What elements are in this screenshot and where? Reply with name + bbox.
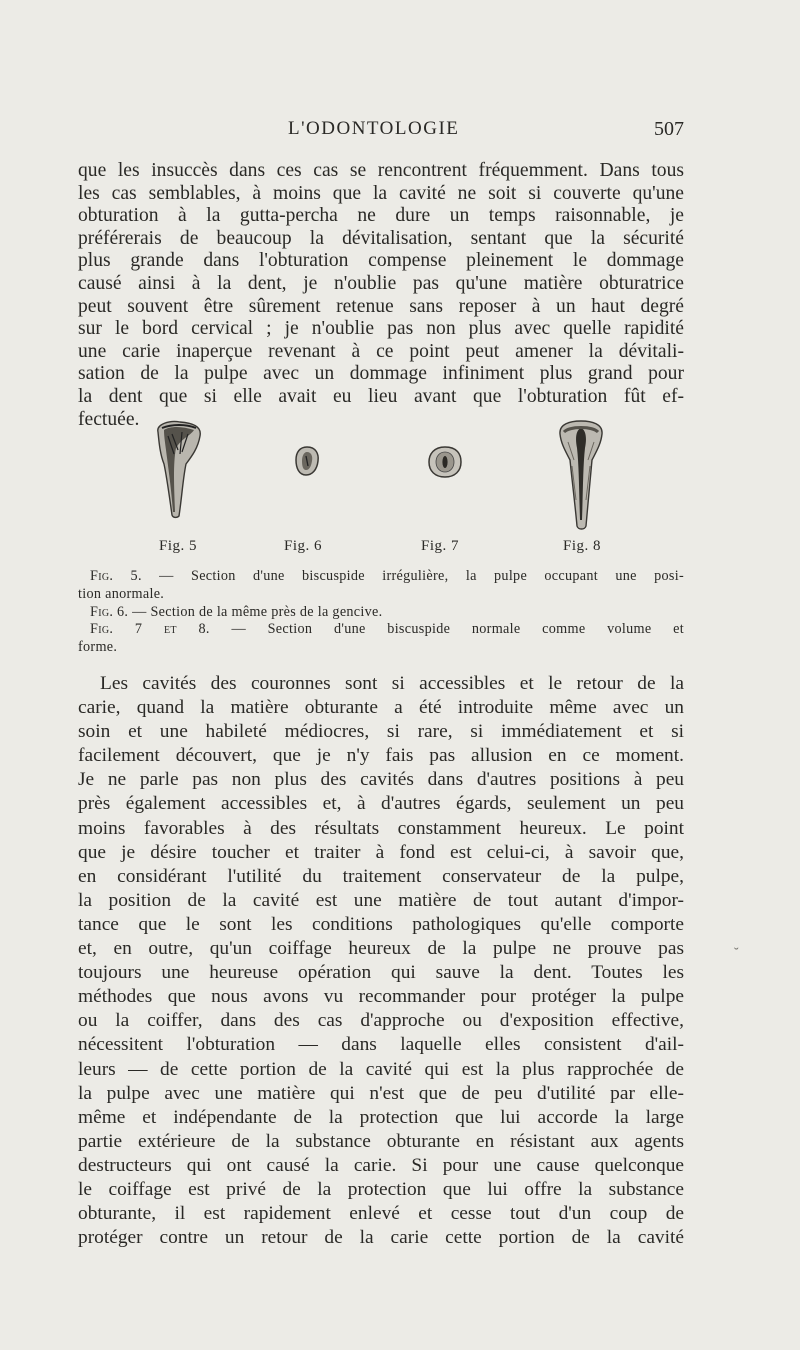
fig-5-label: Fig. 5	[158, 538, 198, 554]
text-line: partie extérieure de la substance obturante en résistant aux agents	[78, 1130, 684, 1152]
text-line: les cas semblables, à moins que la cavité ne soit si couverte qu'une	[78, 182, 684, 204]
caption-line	[78, 568, 684, 586]
text-line: peut souvent être sûrement retenue sans reposer à un haut degré	[78, 295, 684, 317]
text-line: préférerais de beaucoup la dévitalisation, sentant que la sécurité	[78, 227, 684, 249]
fig-8-tooth-drawing	[556, 420, 606, 532]
fig-5-tooth-drawing	[152, 420, 204, 520]
text-line: causé ainsi à la dent, je n'oublie pas qu'une matière obturatrice	[78, 272, 684, 294]
text-line: plus grande dans l'obturation compense pleinement le dommage	[78, 250, 684, 272]
caption-fig-ref: Fig. 6.	[90, 603, 129, 620]
text-line: même et indépendante de la protection que lui accorde la large	[78, 1106, 684, 1128]
text-line: obturante, il est rapidement enlevé et cesse tout d'un coup de	[78, 1203, 684, 1225]
caption-fig-ref: Fig. 5.	[90, 568, 142, 584]
text-line: toujours une heureuse opération qui sauve la dent. Toutes les	[78, 962, 684, 984]
text-line: une carie inaperçue revenant à ce point peut amener la dévitali-	[78, 340, 684, 362]
fig-7-label: Fig. 7	[420, 538, 460, 554]
text-line: le coiffage est privé de la protection que lui offre la substance	[78, 1178, 684, 1200]
text-line: que les insuccès dans ces cas se rencontrent fréquemment. Dans tous	[78, 160, 684, 181]
text-line: nécessitent l'obturation — dans laquelle elles consistent d'ail-	[78, 1034, 684, 1056]
text-line: en considérant l'utilité du traitement conservateur de la pulpe,	[78, 865, 684, 887]
text-line: ou la coiffer, dans des cas d'approche ou d'exposition effective,	[78, 1010, 684, 1032]
text-line: obturation à la gutta-percha ne dure un temps raisonnable, je	[78, 205, 684, 227]
page-number: 507	[654, 118, 684, 140]
text-line: la pulpe avec une matière qui n'est que de peu d'utilité par elle-	[78, 1082, 684, 1104]
caption-fig-ref: Fig. 7 et 8.	[90, 621, 210, 638]
text-line: Je ne parle pas non plus des cavités dans d'autres positions à peu	[78, 769, 684, 791]
biscuspid-irregular-section-icon	[158, 421, 200, 517]
fig-7-tooth-drawing	[428, 446, 462, 478]
text-line: facilement découvert, que je n'y fais pas allusion en ce moment.	[78, 745, 684, 767]
text-line: sation de la pulpe avec un dommage infiniment plus grand pour	[78, 363, 684, 385]
fig-6-tooth-drawing	[294, 446, 320, 476]
text-line: près également accessibles et, à d'autres égards, seulement un peu	[78, 793, 684, 815]
caption-line: tion anormale.	[78, 585, 165, 602]
text-line: méthodes que nous avons vu recommander pour protéger la pulpe	[78, 986, 684, 1008]
fig-6-label: Fig. 6	[283, 538, 323, 554]
text-line: la position de la cavité est une matière de tout autant d'impor-	[78, 889, 684, 911]
text-line: que je désire toucher et traiter à fond est celui-ci, à savoir que,	[78, 841, 684, 863]
text-line: Les cavités des couronnes sont si accessibles et le retour de la	[100, 673, 684, 694]
paragraph-1	[78, 160, 684, 431]
biscuspid-gum-section-icon	[296, 447, 318, 475]
caption-text: — Section d'une biscuspide irrégulière, la pulpe occupant une posi-	[159, 568, 684, 584]
text-line: fectuée.	[78, 408, 140, 430]
text-line: destructeurs qui ont causé la carie. Si pour une cause quelconque	[78, 1154, 684, 1176]
caption-text: — Section de la même près de la gencive.	[132, 603, 383, 620]
caption-line: forme.	[78, 639, 118, 656]
running-title: L'ODONTOLOGIE	[288, 118, 460, 139]
caption-line	[78, 604, 684, 622]
text-line: leurs — de cette portion de la cavité qui est la plus rapprochée de	[78, 1058, 684, 1080]
caption-text: — Section d'une biscuspide normale comme volume et	[231, 621, 685, 638]
biscuspid-normal-long-section-icon	[560, 421, 602, 529]
text-line: protéger contre un retour de la carie cette portion de la cavité	[78, 1227, 684, 1249]
biscuspid-normal-cross-section-icon	[429, 447, 461, 477]
paragraph-2	[78, 672, 684, 1250]
text-line: et, en outre, qu'un coiffage heureux de la pulpe ne prouve pas	[78, 938, 684, 960]
text-line: tance que le sont les conditions pathologiques qu'elle comporte	[78, 913, 684, 935]
text-line: sur le bord cervical ; je n'oublie pas non plus avec quelle rapidité	[78, 318, 684, 340]
figure-captions	[78, 568, 684, 657]
text-line: carie, quand la matière obturante a été introduite même avec un	[78, 697, 684, 719]
page-header	[78, 117, 684, 141]
text-line: moins favorables à des résultats constamment heureux. Le point	[78, 817, 684, 839]
text-line: soin et une habileté médiocres, si rare, si immédiatement et si	[78, 721, 684, 743]
text-line: la dent que si elle avait eu lieu avant que l'obturation fût ef-	[78, 385, 684, 407]
fig-8-label: Fig. 8	[562, 538, 602, 554]
caption-line	[78, 621, 684, 639]
margin-mark: ˘	[734, 946, 739, 961]
